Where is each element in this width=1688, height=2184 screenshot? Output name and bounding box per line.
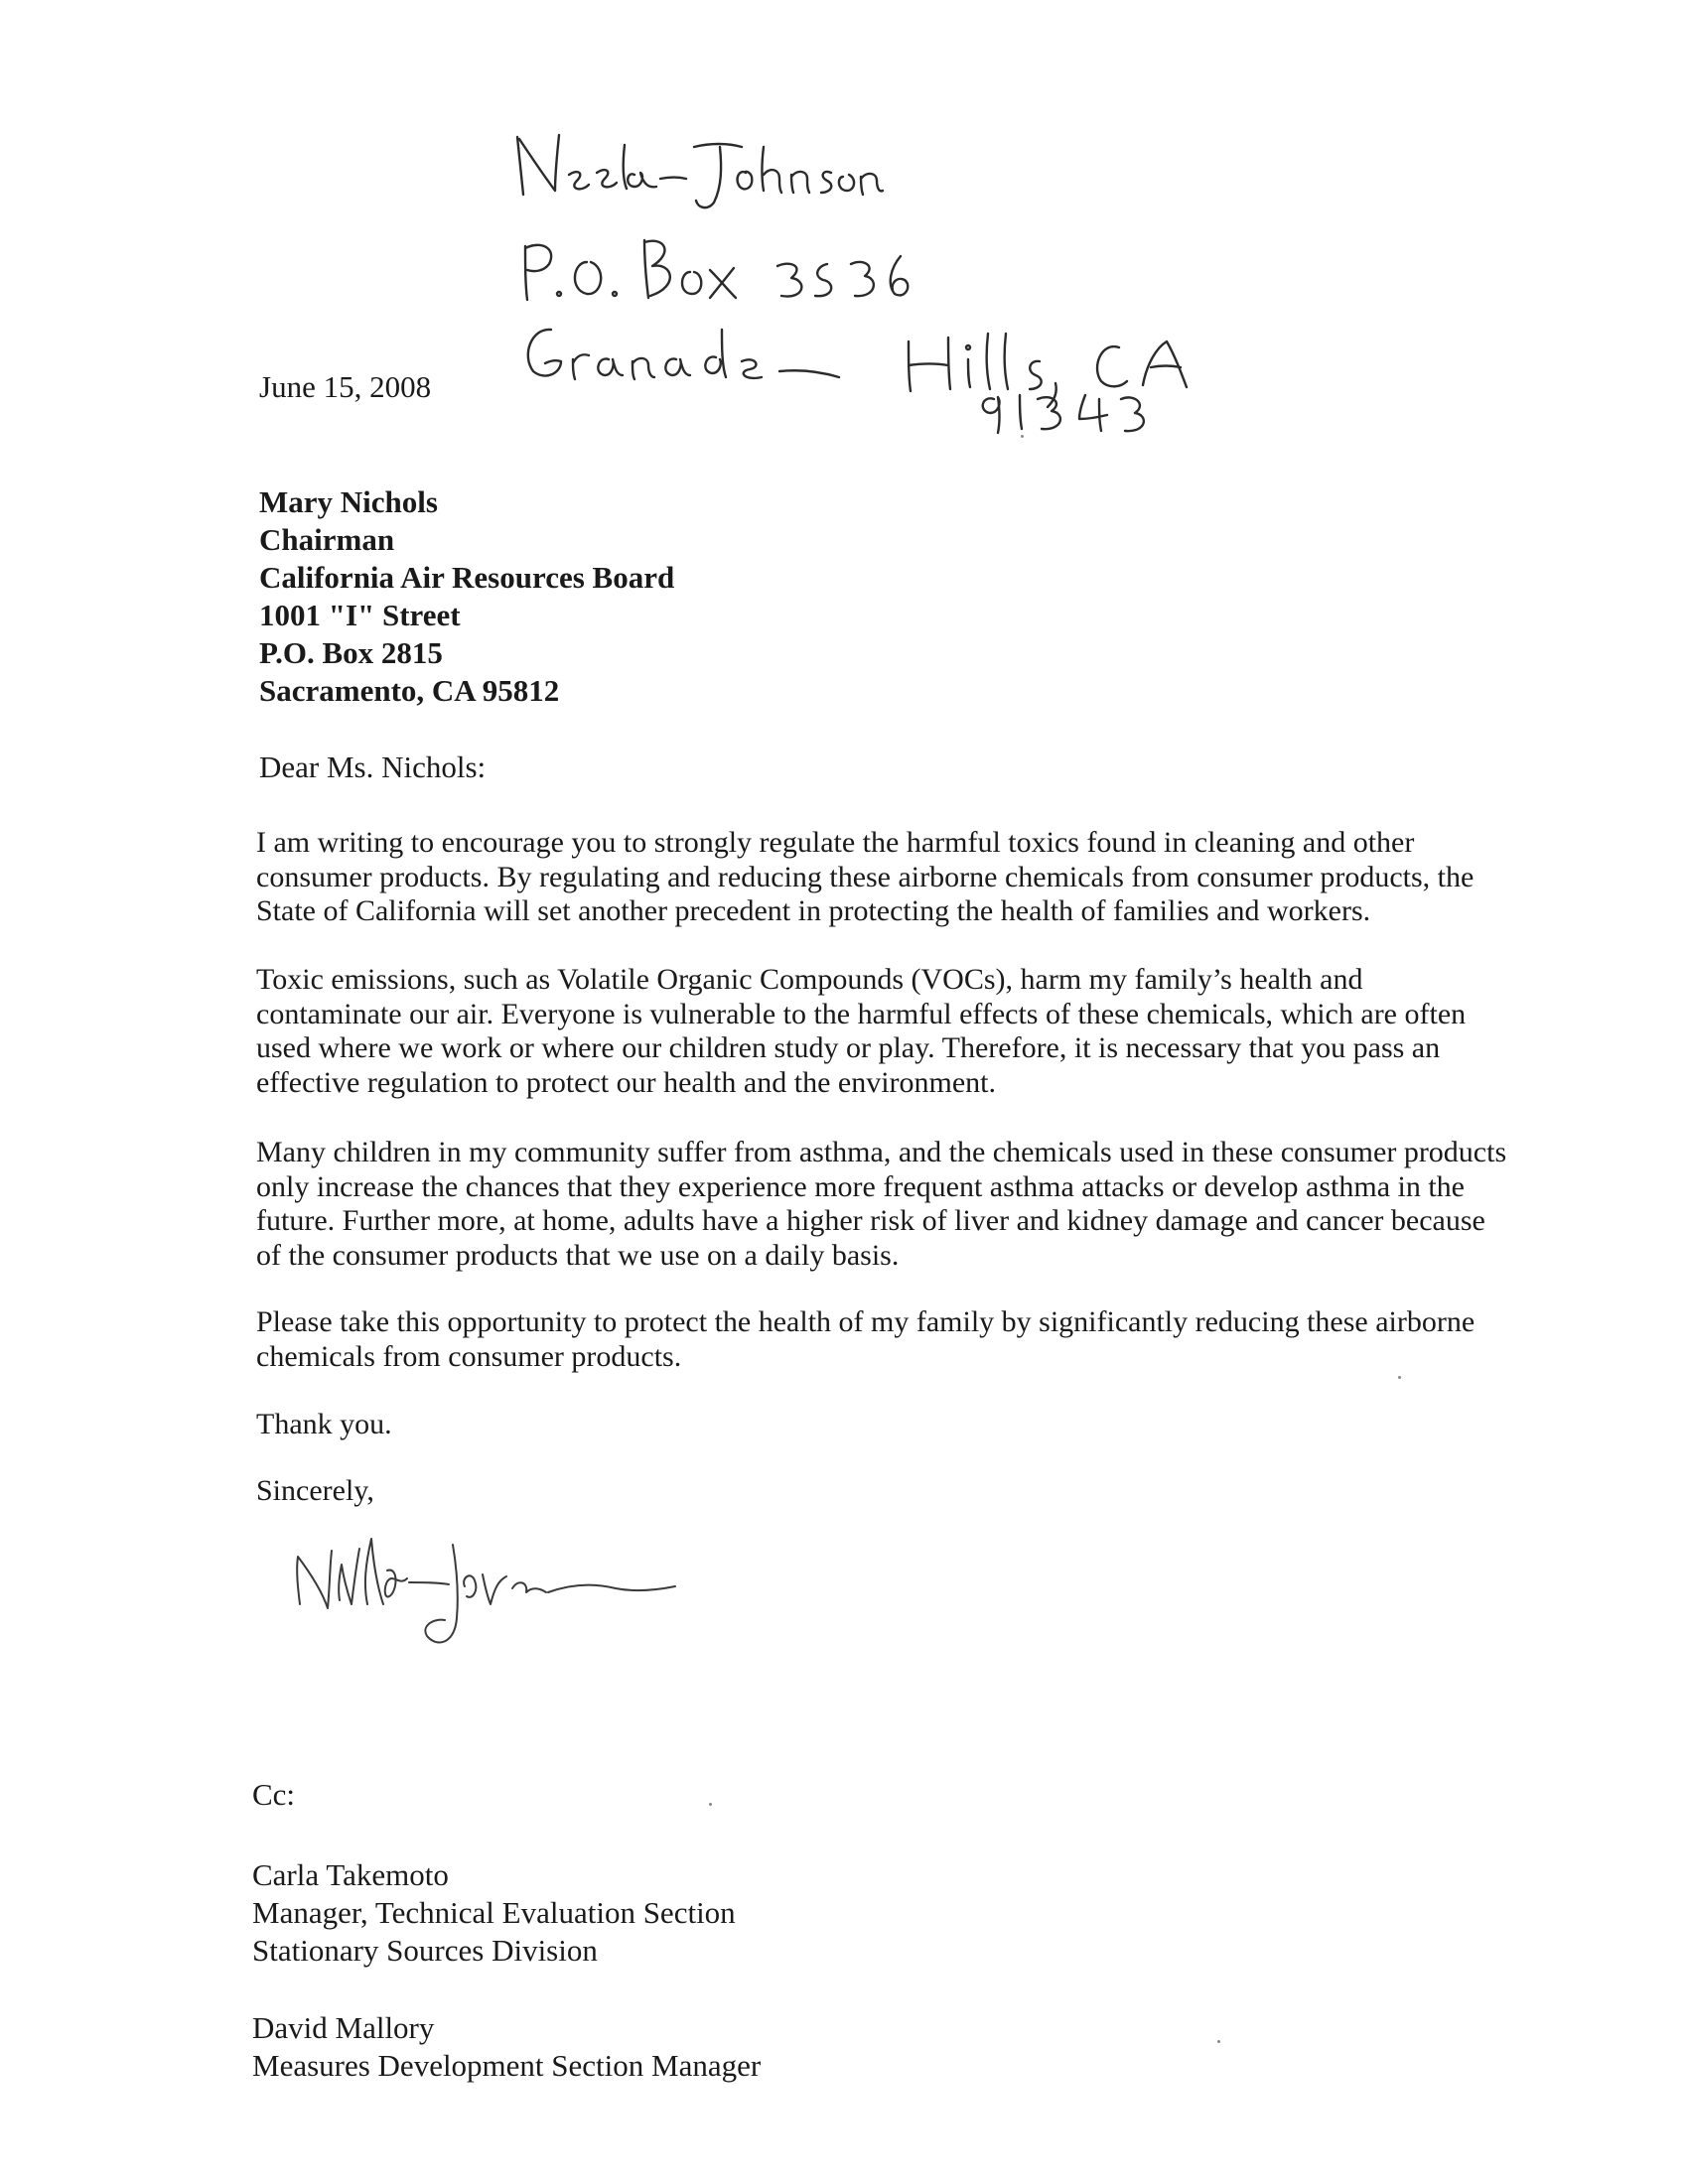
closing-line: Sincerely, xyxy=(256,1474,374,1507)
thanks-line: Thank you. xyxy=(256,1408,392,1440)
cc-recipient-1 xyxy=(252,1856,736,1970)
recipient-city-state-zip: Sacramento, CA 95812 xyxy=(259,673,560,708)
letter-date: June 15, 2008 xyxy=(259,369,432,404)
recipient-name: Mary Nichols xyxy=(259,484,438,519)
scan-speck xyxy=(1021,435,1024,438)
recipient-street: 1001 "I" Street xyxy=(259,598,461,632)
cc-recipient-2 xyxy=(252,2009,761,2085)
cc-recipient-2-name: David Mallory xyxy=(252,2010,435,2045)
body-paragraph-2: Toxic emissions, such as Volatile Organic Compounds (VOCs), harm my family’s health and contaminate our air. Everyone is vulnerable to the harmful effects of these chemicals, which are often used where we work or where our children study or play. Therefore, it is necessary that you pass an effective regulation to protect our health and the environment. xyxy=(256,963,1467,1099)
body-paragraph-1: I am writing to encourage you to strongly regulate the harmful toxics found in cleaning and other consumer products. By regulating and reducing these airborne chemicals from consumer products, the State of California will set another precedent in protecting the health of families and workers. xyxy=(256,826,1475,927)
salutation: Dear Ms. Nichols: xyxy=(259,750,487,784)
body-paragraph-4: Please take this opportunity to protect the health of my family by significantly reducing these airborne chemicals from consumer products. xyxy=(256,1305,1476,1373)
handwritten-sender-address xyxy=(511,117,1206,435)
scan-speck xyxy=(1398,1376,1401,1379)
scan-speck xyxy=(709,1803,712,1806)
body-paragraph-3: Many children in my community suffer from asthma, and the chemicals used in these consumer products only increase the chances that they experience more frequent asthma attacks or develop asthma in the future. Further more, at home, adults have a higher risk of liver and kidney damage and cancer because of the consumer products that we use on a daily basis. xyxy=(256,1136,1507,1272)
recipient-address-block xyxy=(259,483,674,710)
scan-speck xyxy=(1217,2040,1220,2043)
cc-label: Cc: xyxy=(252,1777,296,1812)
recipient-title: Chairman xyxy=(259,522,395,557)
handwritten-signature xyxy=(288,1509,715,1658)
cc-recipient-1-title: Manager, Technical Evaluation Section xyxy=(252,1895,736,1930)
cc-recipient-1-division: Stationary Sources Division xyxy=(252,1933,598,1968)
cc-recipient-1-name: Carla Takemoto xyxy=(252,1857,449,1892)
recipient-organization: California Air Resources Board xyxy=(259,560,675,595)
cc-recipient-2-title: Measures Development Section Manager xyxy=(252,2048,762,2083)
recipient-po-box: P.O. Box 2815 xyxy=(259,635,443,670)
